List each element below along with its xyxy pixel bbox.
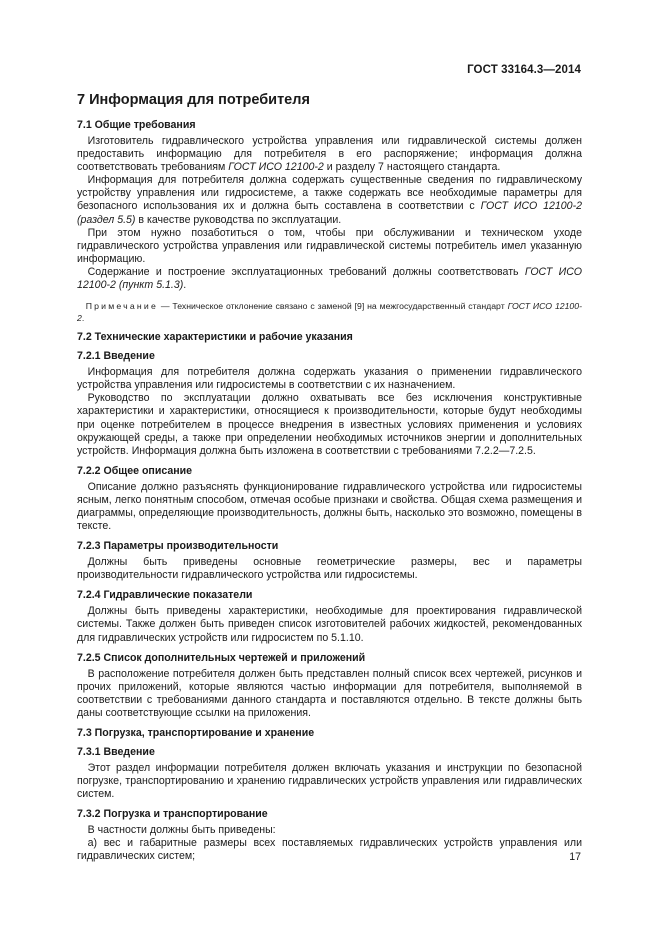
section-7-2-3-title: 7.2.3 Параметры производительности [77, 540, 279, 553]
section-7-2-1-title: 7.2.1 Введение [77, 350, 155, 363]
paragraph-7-1-2: Информация для потребителя должна содержать существенные сведения по гидравлическому устройству управления или гидросистеме, а также содержать все необходимые параметры для безопасного использования их и должна быть составлена в соответствии с ГОСТ ИСО 12100-2 (раздел 5.5) в качестве руководства по эксплуатации. [77, 174, 582, 226]
section-7-2-5-title: 7.2.5 Список дополнительных чертежей и приложений [77, 651, 366, 664]
paragraph-7-2-1-1: Информация для потребителя должна содержать указания о применении гидравлического устройства управления или гидросистемы в соответствии с их назначением. [77, 366, 582, 392]
note-label: Примечание [85, 301, 158, 312]
reference: ГОСТ ИСО 12100-2 (пункт 5.1.3) [77, 265, 582, 292]
section-7-2-title: 7.2 Технические характеристики и рабочие указания [77, 331, 353, 344]
paragraph-7-3-1: Этот раздел информации потребителя должен включать указания и инструкции по безопасной погрузке, транспортированию и хранению гидравлических устройств управления или гидравлических систем. [77, 762, 582, 801]
document-code: ГОСТ 33164.3—2014 [467, 64, 581, 76]
paragraph-7-2-3: Должны быть приведены основные геометрические размеры, вес и параметры производительности гидравлического устройства или гидросистемы. [77, 556, 582, 582]
paragraph-7-2-5: В расположение потребителя должен быть представлен полный список всех чертежей, рисунков и прочих приложений, которые являются частью информации для потребителя, выполняемой в соответствии с требованиями данного стандарта и поставляются отдельно. В тексте должны быть даны соответствующие ссылки на приложения. [77, 667, 582, 719]
paragraph-7-2-2: Описание должно разъяснять функционирование гидравлического устройства или гидросистемы ясным, легко понятным способом, отмечая особые признаки и свойства. Общая схема размещения и диаграммы, определяющие производительность, должны быть, насколько это возможно, помещены в тексте. [77, 480, 582, 533]
reference: ГОСТ ИСО 12100-2 [228, 161, 324, 174]
section-7-title: 7 Информация для потребителя [77, 92, 310, 108]
paragraph-7-1-4: Содержание и построение эксплуатационных требований должны соответствовать ГОСТ ИСО 12100-2 (пункт 5.1.3). [77, 265, 582, 292]
paragraph-7-2-1-2: Руководство по эксплуатации должно охватывать все без исключения конструктивные характеристики и характеристики, относящиеся к производительности, которые будут необходимы при оценке потребителем в процессе внедрения в известных условиях применения и условиях окружающей среды, а также при определении необходимых источников энергии и дополнительных устройств. Информация должна быть изложена в соответствии с требованиями 7.2.2—7.2.5. [77, 392, 582, 457]
section-7-3-1-title: 7.3.1 Введение [77, 746, 155, 758]
paragraph-7-1-3: При этом нужно позаботиться о том, чтобы при обслуживании и техническом уходе гидравлического устройства управления или гидравлической системы потребитель имел указанную информацию. [77, 226, 582, 265]
list-item-a: а) вес и габаритные размеры всех поставляемых гидравлических устройств управления или гидравлических систем; [77, 837, 582, 863]
section-7-1-title: 7.1 Общие требования [77, 119, 196, 131]
reference: ГОСТ ИСО 12100-2 [77, 301, 582, 324]
section-7-2-4-title: 7.2.4 Гидравлические показатели [77, 589, 253, 602]
paragraph-7-2-4: Должны быть приведены характеристики, необходимые для проектирования гидравлической системы. Также должен быть приведен список изготовителей рабочих жидкостей, рекомендованных для гидравлических устройств или гидросистем по 5.1.10. [77, 605, 582, 644]
section-7-2-2-title: 7.2.2 Общее описание [77, 464, 193, 477]
page-content [77, 92, 582, 864]
section-7-3-2-title: 7.3.2 Погрузка и транспортирование [77, 808, 268, 821]
reference: ГОСТ ИСО 12100-2 (раздел 5.5) [77, 200, 582, 226]
note: Примечание — Техническое отклонение связано с заменой [9] на межгосударственный стандарт ГОСТ ИСО 12100-2. [77, 301, 582, 324]
paragraph-7-1-1: Изготовитель гидравлического устройства управления или гидравлической системы должен предоставить информацию для потребителя в его распоряжение; информация должна соответствовать требованиям ГОСТ ИСО 12100-2 и разделу 7 настоящего стандарта. [77, 135, 582, 174]
section-7-3-title: 7.3 Погрузка, транспортирование и хранение [77, 727, 315, 739]
paragraph-7-3-2: В частности должны быть приведены: [87, 824, 276, 837]
page-number: 17 [569, 851, 581, 863]
